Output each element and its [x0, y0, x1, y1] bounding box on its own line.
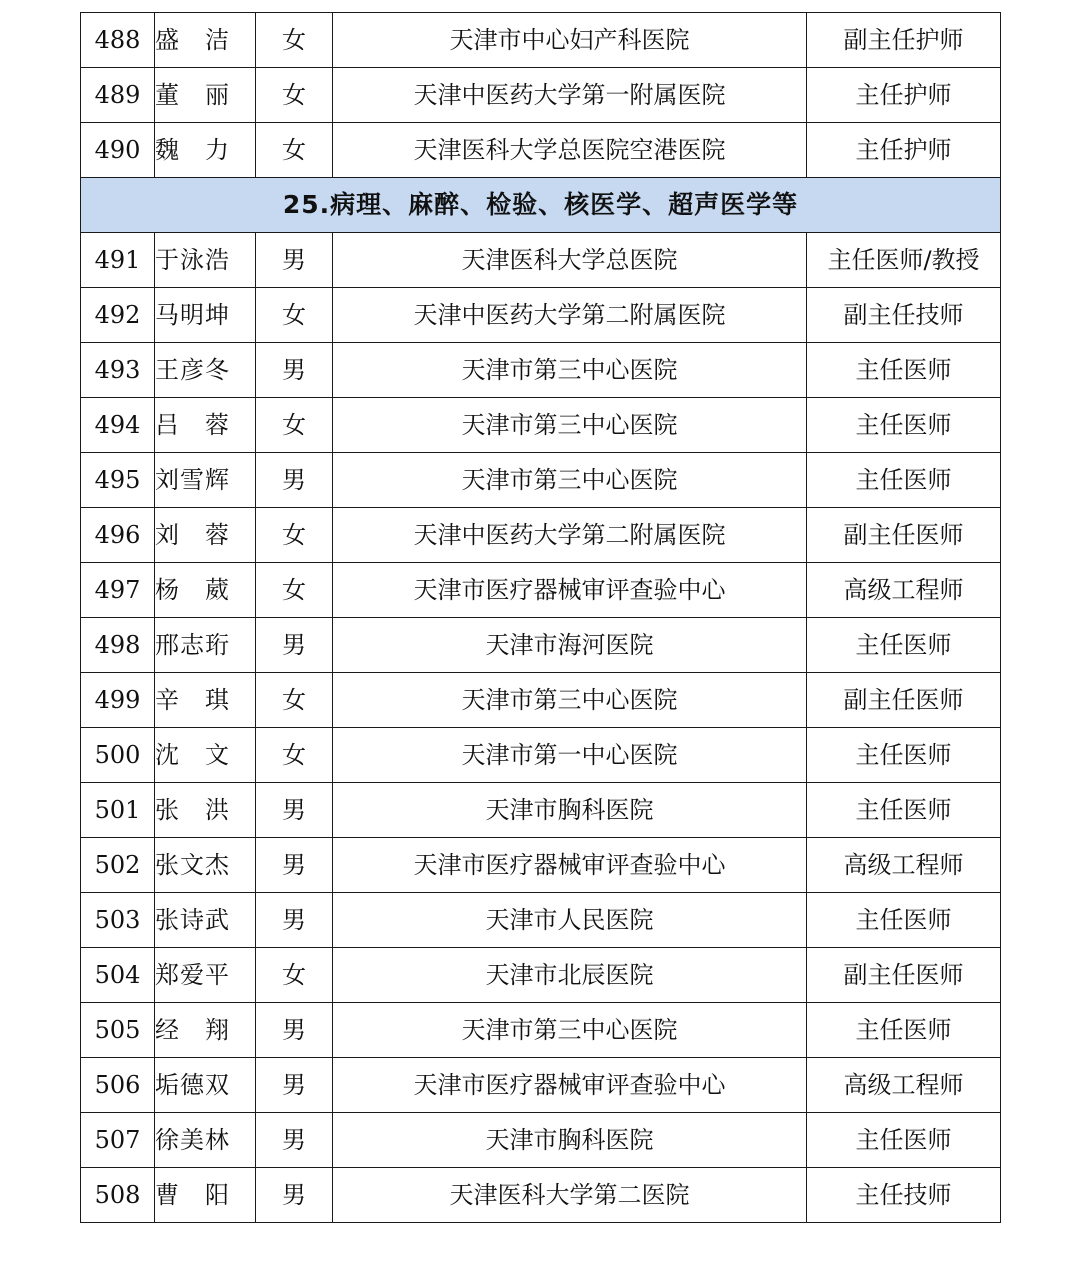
workplace-cell: 天津市医疗器械审评查验中心	[333, 563, 807, 618]
person-name: 刘 蓉	[155, 508, 256, 563]
job-title-cell: 主任护师	[807, 68, 1001, 123]
row-number: 506	[81, 1058, 155, 1113]
table-row	[81, 838, 1001, 893]
job-title-cell: 副主任医师	[807, 673, 1001, 728]
gender-cell: 女	[256, 13, 333, 68]
workplace-cell: 天津市中心妇产科医院	[333, 13, 807, 68]
row-number: 488	[81, 13, 155, 68]
gender-cell: 男	[256, 618, 333, 673]
section-header-row	[81, 178, 1001, 233]
gender-cell: 女	[256, 728, 333, 783]
person-name: 经 翔	[155, 1003, 256, 1058]
row-number: 508	[81, 1168, 155, 1223]
person-name: 于泳浩	[155, 233, 256, 288]
workplace-cell: 天津市第三中心医院	[333, 343, 807, 398]
row-number: 500	[81, 728, 155, 783]
table-row	[81, 563, 1001, 618]
table-row	[81, 398, 1001, 453]
job-title-cell: 高级工程师	[807, 838, 1001, 893]
row-number: 502	[81, 838, 155, 893]
table-row	[81, 948, 1001, 1003]
workplace-cell: 天津市第三中心医院	[333, 453, 807, 508]
person-name: 邢志珩	[155, 618, 256, 673]
person-name: 马明坤	[155, 288, 256, 343]
row-number: 501	[81, 783, 155, 838]
person-name: 徐美林	[155, 1113, 256, 1168]
row-number: 491	[81, 233, 155, 288]
gender-cell: 男	[256, 893, 333, 948]
job-title-cell: 主任医师	[807, 398, 1001, 453]
gender-cell: 男	[256, 453, 333, 508]
job-title-cell: 主任医师	[807, 728, 1001, 783]
workplace-cell: 天津市胸科医院	[333, 1113, 807, 1168]
row-number: 503	[81, 893, 155, 948]
gender-cell: 男	[256, 1058, 333, 1113]
gender-cell: 女	[256, 508, 333, 563]
workplace-cell: 天津中医药大学第二附属医院	[333, 288, 807, 343]
gender-cell: 女	[256, 398, 333, 453]
row-number: 505	[81, 1003, 155, 1058]
table-row	[81, 343, 1001, 398]
table-row	[81, 1003, 1001, 1058]
person-name: 杨 葳	[155, 563, 256, 618]
person-name: 辛 琪	[155, 673, 256, 728]
workplace-cell: 天津市医疗器械审评查验中心	[333, 1058, 807, 1113]
workplace-cell: 天津市北辰医院	[333, 948, 807, 1003]
job-title-cell: 副主任医师	[807, 508, 1001, 563]
job-title-cell: 主任医师	[807, 783, 1001, 838]
table-row	[81, 288, 1001, 343]
workplace-cell: 天津医科大学总医院	[333, 233, 807, 288]
gender-cell: 男	[256, 1168, 333, 1223]
person-name: 张 洪	[155, 783, 256, 838]
row-number: 504	[81, 948, 155, 1003]
table-row	[81, 1168, 1001, 1223]
gender-cell: 女	[256, 673, 333, 728]
workplace-cell: 天津市第三中心医院	[333, 673, 807, 728]
person-name: 郑爱平	[155, 948, 256, 1003]
row-number: 494	[81, 398, 155, 453]
workplace-cell: 天津市人民医院	[333, 893, 807, 948]
gender-cell: 女	[256, 68, 333, 123]
table-row	[81, 68, 1001, 123]
workplace-cell: 天津市医疗器械审评查验中心	[333, 838, 807, 893]
job-title-cell: 主任医师	[807, 893, 1001, 948]
workplace-cell: 天津医科大学第二医院	[333, 1168, 807, 1223]
person-name: 吕 蓉	[155, 398, 256, 453]
person-name: 刘雪辉	[155, 453, 256, 508]
job-title-cell: 副主任技师	[807, 288, 1001, 343]
job-title-cell: 主任医师/教授	[807, 233, 1001, 288]
roster-table	[80, 12, 1001, 1223]
section-title: 25.病理、麻醉、检验、核医学、超声医学等	[81, 178, 1001, 233]
job-title-cell: 副主任护师	[807, 13, 1001, 68]
table-row	[81, 453, 1001, 508]
gender-cell: 男	[256, 343, 333, 398]
person-name: 垢德双	[155, 1058, 256, 1113]
job-title-cell: 主任技师	[807, 1168, 1001, 1223]
gender-cell: 女	[256, 948, 333, 1003]
job-title-cell: 高级工程师	[807, 563, 1001, 618]
person-name: 曹 阳	[155, 1168, 256, 1223]
job-title-cell: 主任医师	[807, 343, 1001, 398]
gender-cell: 男	[256, 838, 333, 893]
person-name: 张诗武	[155, 893, 256, 948]
person-name: 张文杰	[155, 838, 256, 893]
gender-cell: 男	[256, 783, 333, 838]
person-name: 盛 洁	[155, 13, 256, 68]
job-title-cell: 主任医师	[807, 1113, 1001, 1168]
person-name: 王彦冬	[155, 343, 256, 398]
row-number: 499	[81, 673, 155, 728]
row-number: 496	[81, 508, 155, 563]
table-row	[81, 783, 1001, 838]
roster-body	[81, 13, 1001, 1223]
row-number: 497	[81, 563, 155, 618]
workplace-cell: 天津中医药大学第一附属医院	[333, 68, 807, 123]
table-row	[81, 728, 1001, 783]
table-row	[81, 618, 1001, 673]
person-name: 沈 文	[155, 728, 256, 783]
gender-cell: 女	[256, 288, 333, 343]
workplace-cell: 天津市胸科医院	[333, 783, 807, 838]
row-number: 507	[81, 1113, 155, 1168]
gender-cell: 女	[256, 123, 333, 178]
gender-cell: 男	[256, 1113, 333, 1168]
workplace-cell: 天津中医药大学第二附属医院	[333, 508, 807, 563]
workplace-cell: 天津市第三中心医院	[333, 398, 807, 453]
person-name: 董 丽	[155, 68, 256, 123]
job-title-cell: 副主任医师	[807, 948, 1001, 1003]
table-row	[81, 123, 1001, 178]
workplace-cell: 天津市第一中心医院	[333, 728, 807, 783]
table-row	[81, 893, 1001, 948]
row-number: 490	[81, 123, 155, 178]
table-row	[81, 673, 1001, 728]
gender-cell: 女	[256, 563, 333, 618]
job-title-cell: 主任医师	[807, 453, 1001, 508]
table-row	[81, 233, 1001, 288]
workplace-cell: 天津医科大学总医院空港医院	[333, 123, 807, 178]
job-title-cell: 主任医师	[807, 1003, 1001, 1058]
table-row	[81, 1058, 1001, 1113]
workplace-cell: 天津市海河医院	[333, 618, 807, 673]
job-title-cell: 主任医师	[807, 618, 1001, 673]
gender-cell: 男	[256, 1003, 333, 1058]
row-number: 492	[81, 288, 155, 343]
workplace-cell: 天津市第三中心医院	[333, 1003, 807, 1058]
table-row	[81, 1113, 1001, 1168]
row-number: 493	[81, 343, 155, 398]
table-row	[81, 508, 1001, 563]
person-name: 魏 力	[155, 123, 256, 178]
row-number: 489	[81, 68, 155, 123]
row-number: 498	[81, 618, 155, 673]
table-row	[81, 13, 1001, 68]
row-number: 495	[81, 453, 155, 508]
job-title-cell: 主任护师	[807, 123, 1001, 178]
gender-cell: 男	[256, 233, 333, 288]
job-title-cell: 高级工程师	[807, 1058, 1001, 1113]
